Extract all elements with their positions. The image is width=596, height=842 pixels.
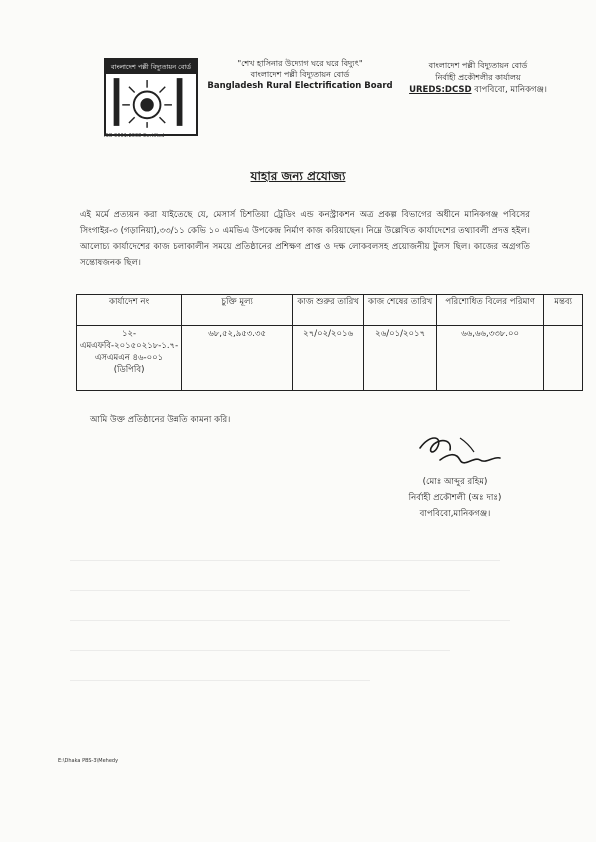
office-org: বাংলাদেশ পল্লী বিদ্যুতায়ন বোর্ড xyxy=(428,61,528,70)
col-contract-value: চুক্তি মূল্য xyxy=(182,295,293,326)
signatory-office: বাপবিবো,মানিকগঞ্জ। xyxy=(419,509,491,519)
table-header-row xyxy=(77,295,583,326)
certificate-body: এই মর্মে প্রত্যয়ন করা যাইতেছে যে, মেসার্স চিশতিয়া ট্রেডিং এন্ড কনস্ট্রাকশন অত্র প্রকল্প বিভাগের অধীনে মানিকগঞ্জ পবিসের সিংগাইর-৩ (গড়ানিয়া),৩৩/১১ কেভি ১০ এমভিএ উপকেন্দ্র নির্মাণ কাজ করিয়াছেন। নিম্নে উল্লেখিত কার্যাদেশের তথ্যাবলী প্রদত্ত হইল। আলোচ্য কার্যাদেশের কাজ চলাকালীন সময়ে প্রতিষ্ঠানের প্রশিক্ষণ প্রাপ্ত ও দক্ষ লোকবলসহ প্রয়োজনীয় টুলস ছিল। কাজের অগ্রগতি সন্তোষজনক ছিল। xyxy=(80,210,530,268)
cell-end-date: ২৬/০১/২০১৭ xyxy=(364,326,437,391)
office-code: UREDS:DCSD xyxy=(409,85,472,95)
cell-remarks xyxy=(544,326,583,391)
cell-work-order-no: ১২-এমএফবি-২০১৫০২১৮-১.৭-এসএমএন ৪৬-০০১ (ডিপিবি) xyxy=(77,326,182,391)
letterhead-center xyxy=(200,58,400,93)
col-work-order-no: কার্যাদেশ নং xyxy=(77,295,182,326)
file-path-footer: E:\Dhaka PBS-3\Mehedy xyxy=(58,758,119,764)
signatory-designation: নির্বাহী প্রকৌশলী (অঃ দাঃ) xyxy=(408,493,502,503)
col-start-date: কাজ শুরুর তারিখ xyxy=(293,295,364,326)
bleed-line xyxy=(70,680,370,681)
document-title: যাহার জন্য প্রযোজ্য xyxy=(250,169,346,183)
col-paid-amount: পরিশোধিত বিলের পরিমাণ xyxy=(437,295,544,326)
closing-line: আমি উক্ত প্রতিষ্ঠানের উন্নতি কামনা করি। xyxy=(90,415,231,425)
cell-contract-value: ৬৮,৫২,৯৫৩.৩৫ xyxy=(182,326,293,391)
org-name-bangla: বাংলাদেশ পল্লী বিদ্যুতায়ন বোর্ড xyxy=(250,70,350,79)
bleed-line xyxy=(70,560,500,561)
logo-text: বাংলাদেশ পল্লী বিদ্যুতায়ন বোর্ড xyxy=(106,60,196,74)
slogan: "শেখ হাসিনার উদ্যোগ ঘরে ঘরে বিদ্যুৎ" xyxy=(237,59,363,68)
office-address xyxy=(388,84,568,97)
sun-emblem-icon xyxy=(106,74,192,130)
cell-paid-amount: ৬৬,৬৬,৩৩৮.০০ xyxy=(437,326,544,391)
iso-certification: ISO 9001:2008 Certified xyxy=(104,133,165,139)
bleed-line xyxy=(70,620,510,621)
col-end-date: কাজ শেষের তারিখ xyxy=(364,295,437,326)
bleed-line xyxy=(70,590,470,591)
work-order-table xyxy=(76,294,583,391)
letterhead-right xyxy=(388,60,568,97)
org-name-english: Bangladesh Rural Electrification Board xyxy=(207,81,393,91)
cell-start-date: ২৭/০২/২০১৬ xyxy=(293,326,364,391)
signature-block xyxy=(380,474,530,522)
signatory-name: (মোঃ আব্দুর রহিম) xyxy=(422,477,488,487)
col-remarks: মন্তব্য xyxy=(544,295,583,326)
bleed-line xyxy=(70,650,450,651)
handwritten-signature xyxy=(390,430,540,480)
table-row xyxy=(77,326,583,391)
office-location: বাপবিবো, মানিকগঞ্জ। xyxy=(471,85,547,95)
breb-logo xyxy=(104,58,198,136)
office-title: নির্বাহী প্রকৌশলীর কার্যালয় xyxy=(435,73,521,82)
